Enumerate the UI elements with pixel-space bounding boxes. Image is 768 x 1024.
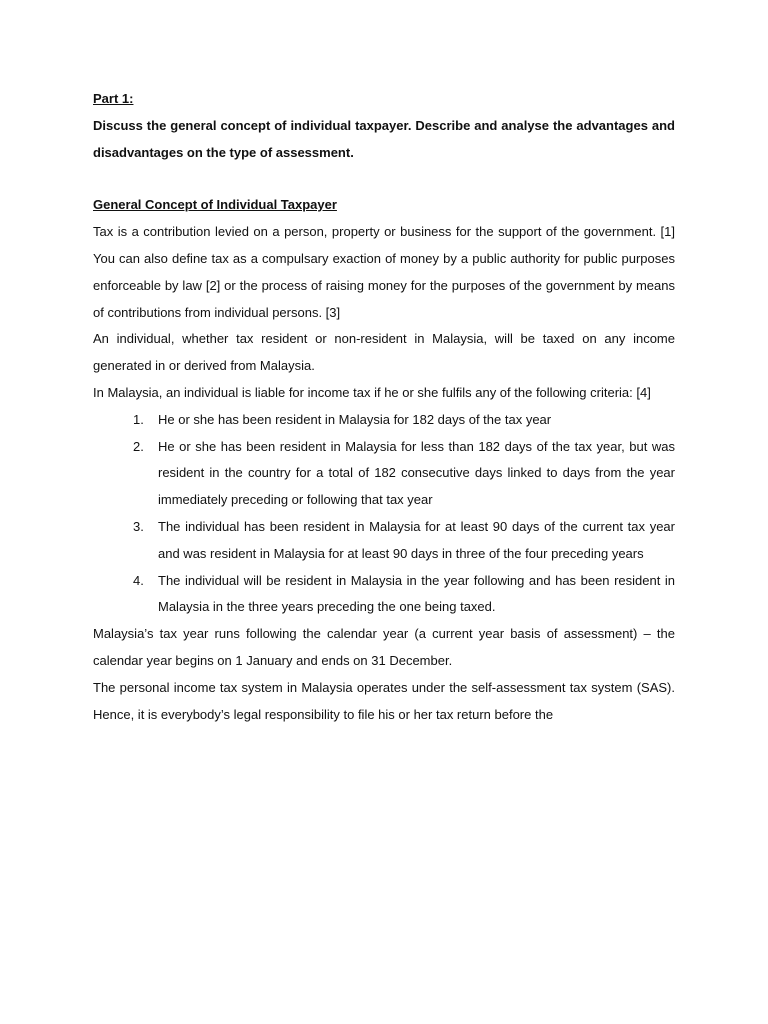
- list-item: [93, 434, 675, 514]
- paragraph-self-assessment: The personal income tax system in Malaysia operates under the self-assessment tax system (SAS). Hence, it is everybody’s legal responsibility to file his or her tax return before the: [93, 679, 675, 722]
- question-text: Discuss the general concept of individual taxpayer. Describe and analyse the advantages and disadvantages on the type of assessment.: [93, 117, 675, 160]
- list-item-text: He or she has been resident in Malaysia for 182 days of the tax year: [158, 411, 552, 427]
- paragraph-tax-year: Malaysia’s tax year runs following the calendar year (a current year basis of assessment) – the calendar year begins on 1 January and ends on 31 December.: [93, 626, 675, 668]
- list-item: [93, 514, 675, 568]
- list-item-number: 2.: [133, 438, 144, 454]
- list-item: [93, 407, 675, 434]
- list-item-number: 1.: [133, 411, 144, 427]
- paragraph-individual-taxed: An individual, whether tax resident or non-resident in Malaysia, will be taxed on any income generated in or derived from Malaysia.: [93, 331, 675, 374]
- list-item-number: 4.: [133, 572, 144, 588]
- paragraph-tax-definition: Tax is a contribution levied on a person, property or business for the support of the government. [1] You can also define tax as a compulsary exaction of money by a public authority for public purposes enforceable by law [2] or the process of raising money for the purposes of the government by means of contributions from individual persons. [3]: [93, 224, 675, 320]
- list-item-number: 3.: [133, 518, 144, 534]
- document-page: [93, 86, 675, 728]
- list-item-text: The individual will be resident in Malaysia in the year following and has been resident in Malaysia in the three years preceding the one being taxed.: [158, 572, 675, 615]
- paragraph-criteria-intro: In Malaysia, an individual is liable for income tax if he or she fulfils any of the following criteria: [4]: [93, 384, 651, 400]
- criteria-list: [93, 407, 675, 621]
- part-label: Part 1:: [93, 91, 134, 106]
- section-heading: General Concept of Individual Taxpayer: [93, 197, 337, 213]
- list-item: [93, 568, 675, 622]
- list-item-text: He or she has been resident in Malaysia for less than 182 days of the tax year, but was resident in the country for a total of 182 consecutive days linked to days from the year immediately preceding or following that tax year: [158, 438, 675, 508]
- list-item-text: The individual has been resident in Malaysia for at least 90 days of the current tax year and was resident in Malaysia for at least 90 days in three of the four preceding years: [158, 518, 675, 561]
